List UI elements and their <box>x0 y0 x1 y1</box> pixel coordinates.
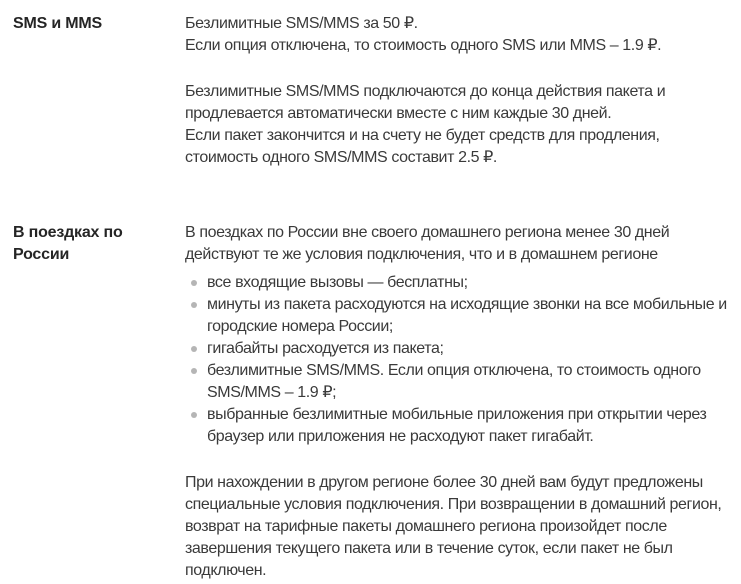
list-item-text: все входящие вызовы — бесплатны; <box>207 274 468 291</box>
text-line: В поездках по России вне своего домашнего региона менее 30 дней действуют те же условия подключения, что и в домашнем регионе <box>185 224 670 263</box>
list-item <box>185 404 733 448</box>
list-item-text: минуты из пакета расходуются на исходящие звонки на все мобильные и городские номера России; <box>207 296 727 335</box>
list-item <box>185 338 733 360</box>
row-label-travel-russia: В поездках по России <box>13 224 123 263</box>
list-item-text: выбранные безлимитные мобильные приложения при открытии через браузер или приложения не расходуют пакет гигабайт. <box>207 406 707 445</box>
bullet-list <box>185 272 733 448</box>
text-line: Безлимитные SMS/MMS за 50 ₽. <box>185 15 418 32</box>
list-item-text: безлимитные SMS/MMS. Если опция отключена, то стоимость одного SMS/MMS – 1.9 ₽; <box>207 362 701 401</box>
paragraph <box>185 81 733 169</box>
text-line: Если опция отключена, то стоимость одного SMS или MMS – 1.9 ₽. <box>185 37 662 54</box>
row-label-sms-mms: SMS и MMS <box>13 15 102 32</box>
bullet-icon <box>191 346 197 352</box>
text-line: Безлимитные SMS/MMS подключаются до конца действия пакета и продлевается автоматически вместе с ним каждые 30 дней. <box>185 83 666 122</box>
paragraph <box>185 222 733 266</box>
list-item <box>185 360 733 404</box>
text-line: Если пакет закончится и на счету не будет средств для продления, стоимость одного SMS/MMS составит 2.5 ₽. <box>185 127 660 166</box>
bullet-icon <box>191 302 197 308</box>
bullet-icon <box>191 280 197 286</box>
bullet-icon <box>191 368 197 374</box>
list-item <box>185 272 733 294</box>
list-item <box>185 294 733 338</box>
bullet-icon <box>191 412 197 418</box>
section-travel-russia <box>13 222 733 582</box>
section-sms-mms <box>13 13 733 169</box>
paragraph <box>185 472 733 582</box>
text-line: При нахождении в другом регионе более 30 дней вам будут предложены специальные условия подключения. При возвращении в домашний регион, возврат на тарифные пакеты домашнего региона произойдет после завершения текущего пакета или в течение суток, если пакет не был подключен. <box>185 474 722 579</box>
section-content <box>185 222 733 582</box>
paragraph <box>185 13 733 57</box>
section-content <box>185 13 733 169</box>
list-item-text: гигабайты расходуется из пакета; <box>207 340 444 357</box>
